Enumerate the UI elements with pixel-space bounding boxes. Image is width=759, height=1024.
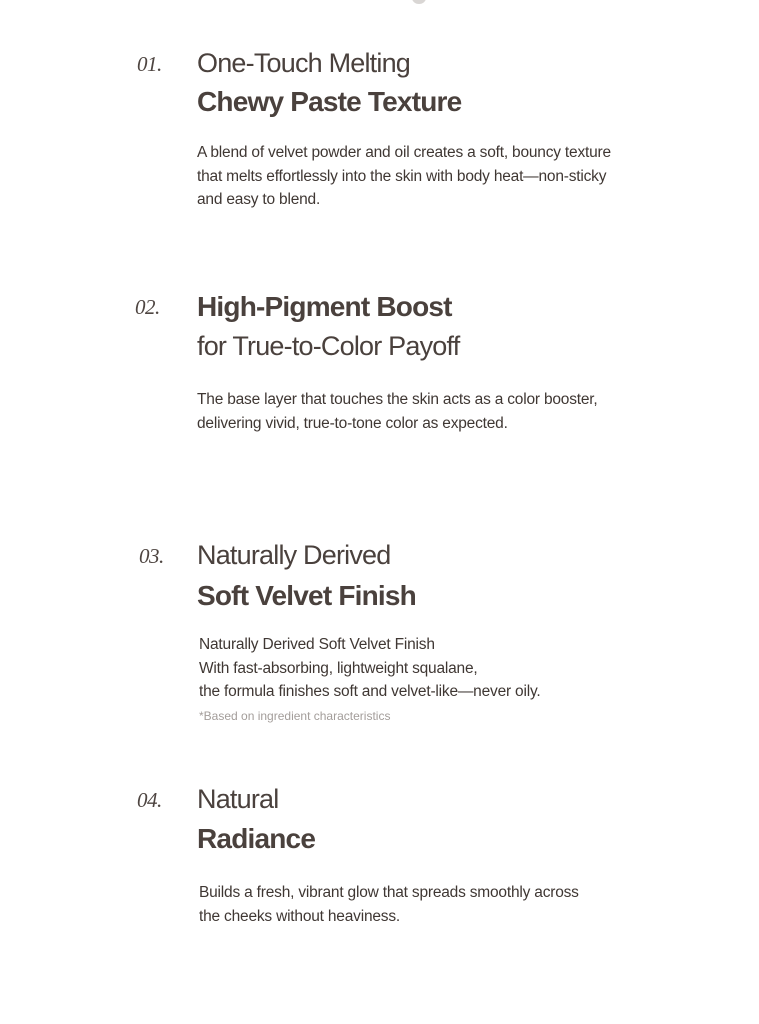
feature-title-light: for True-to-Color Payoff (197, 331, 460, 361)
description-line: Naturally Derived Soft Velvet Finish (199, 636, 435, 653)
feature-number: 04. (137, 788, 162, 812)
feature-description (197, 388, 598, 435)
description-line: that melts effortlessly into the skin with body heat—non-sticky (197, 167, 607, 185)
feature-number: 03. (139, 544, 164, 568)
feature-title-bold: High-Pigment Boost (197, 291, 452, 322)
feature-number: 01. (137, 52, 162, 76)
description-line: and easy to blend. (197, 191, 321, 208)
feature-title-bold: Soft Velvet Finish (197, 580, 416, 611)
description-line: the formula finishes soft and velvet-like—never oily. (199, 683, 541, 700)
feature-title-light: One-Touch Melting (197, 48, 411, 78)
description-line: A blend of velvet powder and oil creates a soft, bouncy texture (197, 144, 611, 161)
feature-title-light: Natural (197, 784, 279, 814)
description-line: With fast-absorbing, lightweight squalane, (199, 659, 478, 677)
description-line: delivering vivid, true-to-tone color as expected. (197, 414, 508, 432)
feature-description (197, 141, 611, 212)
feature-title-bold: Chewy Paste Texture (197, 86, 462, 117)
feature-description (199, 881, 579, 928)
feature-title-light: Naturally Derived (197, 540, 391, 570)
footnote: *Based on ingredient characteristics (199, 709, 391, 723)
scroll-indicator-dot (412, 0, 426, 4)
feature-number: 02. (135, 295, 160, 319)
description-line: The base layer that touches the skin acts as a color booster, (197, 391, 598, 408)
description-line: the cheeks without heaviness. (199, 907, 400, 925)
description-line: Builds a fresh, vibrant glow that spreads smoothly across (199, 884, 579, 901)
feature-title-bold: Radiance (197, 823, 316, 854)
feature-description (199, 633, 540, 704)
